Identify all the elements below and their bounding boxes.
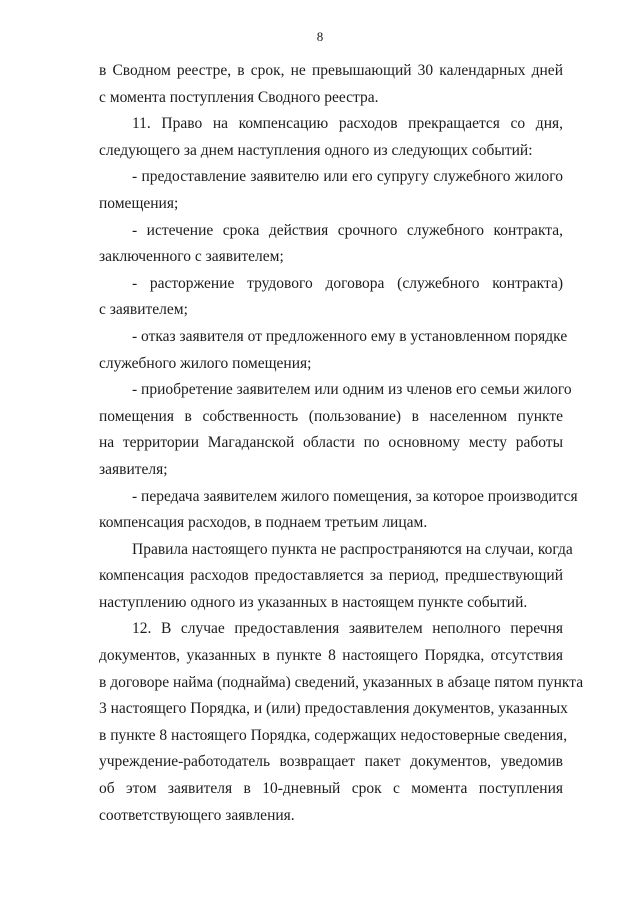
- paragraph-exceptions: [99, 537, 573, 617]
- text-line: заявителя;: [99, 460, 168, 478]
- list-item-service-housing: [99, 164, 563, 217]
- text-line: 11. Право на компенсацию расходов прекращается со дня,: [132, 115, 563, 133]
- text-line: - передача заявителем жилого помещения, за которое производится: [132, 487, 578, 505]
- text-line: в пункте 8 настоящего Порядка, содержащих недостоверные сведения,: [99, 726, 568, 744]
- list-item-refusal: [99, 324, 568, 377]
- list-item-acquisition: [99, 377, 572, 483]
- paragraph-reestr-continuation: [99, 58, 563, 111]
- text-line: компенсация расходов предоставляется за период, предшествующий: [99, 567, 563, 585]
- text-line: на территории Магаданской области по основному месту работы: [99, 434, 563, 452]
- paragraph-item-11: [99, 111, 563, 164]
- page-number: 8: [316, 29, 324, 44]
- text-line: служебного жилого помещения;: [99, 354, 312, 372]
- text-line: в Сводном реестре, в срок, не превышающий 30 календарных дней: [99, 62, 563, 79]
- document-body: [99, 58, 584, 829]
- text-line: 12. В случае предоставления заявителем неполного перечня: [132, 620, 563, 638]
- text-line: компенсация расходов, в поднаем третьим лицам.: [99, 514, 428, 532]
- text-line: - истечение срока действия срочного служебного контракта,: [132, 221, 563, 239]
- list-item-contract-termination: [99, 271, 563, 324]
- text-line: с заявителем;: [99, 301, 188, 319]
- text-line: 3 настоящего Порядка, и (или) предоставления документов, указанных: [99, 700, 568, 718]
- text-line: документов, указанных в пункте 8 настоящего Порядка, отсутствия: [99, 647, 563, 665]
- text-line: соответствующего заявления.: [99, 806, 295, 824]
- text-line: об этом заявителя в 10-дневный срок с момента поступления: [99, 780, 563, 798]
- list-item-contract-expiry: [99, 218, 563, 271]
- text-line: помещения;: [99, 194, 179, 212]
- paragraph-item-12: [99, 616, 584, 829]
- text-line: помещения в собственность (пользование) в населенном пункте: [99, 407, 563, 425]
- text-line: - отказ заявителя от предложенного ему в установленном порядке: [132, 327, 568, 345]
- text-line: Правила настоящего пункта не распространяются на случаи, когда: [132, 540, 573, 558]
- text-line: с момента поступления Сводного реестра.: [99, 88, 379, 106]
- list-item-subletting: [99, 484, 578, 537]
- text-line: наступлению одного из указанных в настоящем пункте событий.: [99, 593, 528, 611]
- text-line: - приобретение заявителем или одним из членов его семьи жилого: [132, 381, 572, 399]
- text-line: следующего за днем наступления одного из следующих событий:: [99, 141, 533, 159]
- text-line: - предоставление заявителю или его супругу служебного жилого: [132, 168, 563, 186]
- text-line: в договоре найма (поднайма) сведений, указанных в абзаце пятом пункта: [99, 673, 584, 691]
- text-line: учреждение-работодатель возвращает пакет документов, уведомив: [99, 753, 563, 771]
- text-line: заключенного с заявителем;: [99, 248, 284, 266]
- text-line: - расторжение трудового договора (служебного контракта): [132, 274, 563, 292]
